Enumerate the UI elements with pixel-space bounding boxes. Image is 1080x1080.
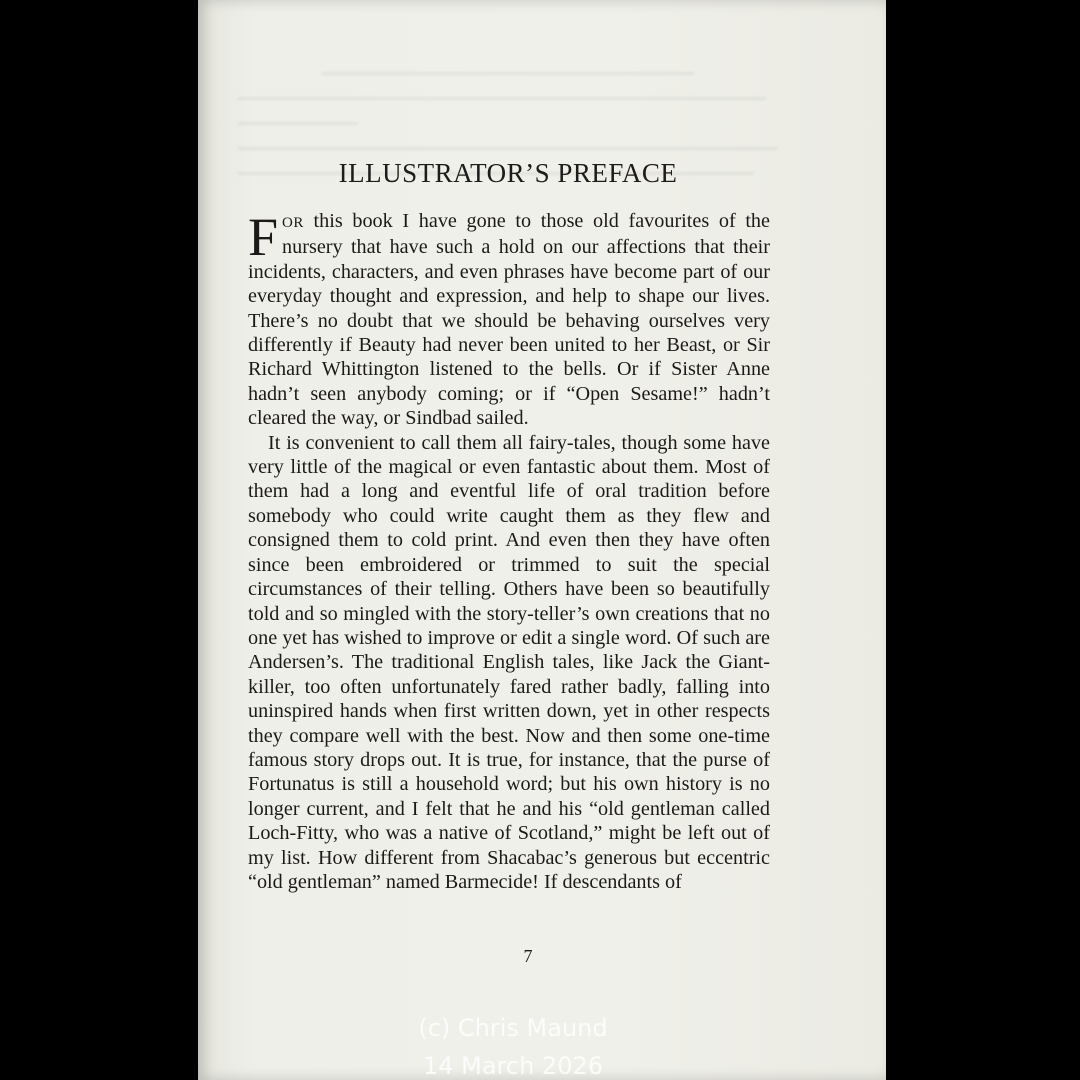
page-title: ILLUSTRATOR’S PREFACE — [338, 158, 678, 188]
watermark-copyright: (c) Chris Maund — [418, 1014, 608, 1042]
page-number: 7 — [523, 946, 533, 966]
body-text — [248, 209, 770, 894]
opening-small-caps: OR — [282, 215, 304, 231]
paragraph-1-text: this book I have gone to those old favourites of the nursery that have such a hold on our affections that their incidents, characters, and even phrases have become part of our everyday thought and expression, and help to shape our lives. There’s no doubt that we should be behaving ourselves very differently if Beauty had never been united to her Beast, or Sir Richard Whittington listened to the bells. Or if Sister Anne hadn’t seen anybody coming; or if “Open Sesame!” hadn’t cleared the way, or Sindbad sailed. — [248, 210, 770, 430]
drop-cap: F — [248, 207, 279, 267]
paragraph-2: It is convenient to call them all fairy-tales, though some have very little of the magical or even fantastic about them. Most of them had a long and eventful life of oral tradition before somebody who could write caught them as they flew and consigned them to cold print. And even then they have often since been embroidered or trimmed to suit the special circumstances of their telling. Others have been so beautifully told and so mingled with the story-teller’s own creations that no one yet has wished to improve or edit a single word. Of such are Andersen’s. The traditional English tales, like Jack the Giant-killer, too often unfortunately fared rather badly, falling into uninspired hands when first written down, yet in other respects they compare well with the best. Now and then some one-time famous story drops out. It is true, for instance, that the purse of Fortunatus is still a household word; but his own history is no longer current, and I felt that he and his “old gentleman called Loch-Fitty, who was a native of Scotland,” might be left out of my list. How different from Shacabac’s generous but eccentric “old gentleman” named Barmecide! If descendants of — [248, 431, 770, 893]
book-page — [198, 0, 886, 1080]
watermark-date: 14 March 2026 — [422, 1052, 604, 1080]
paragraph-1 — [248, 209, 770, 431]
